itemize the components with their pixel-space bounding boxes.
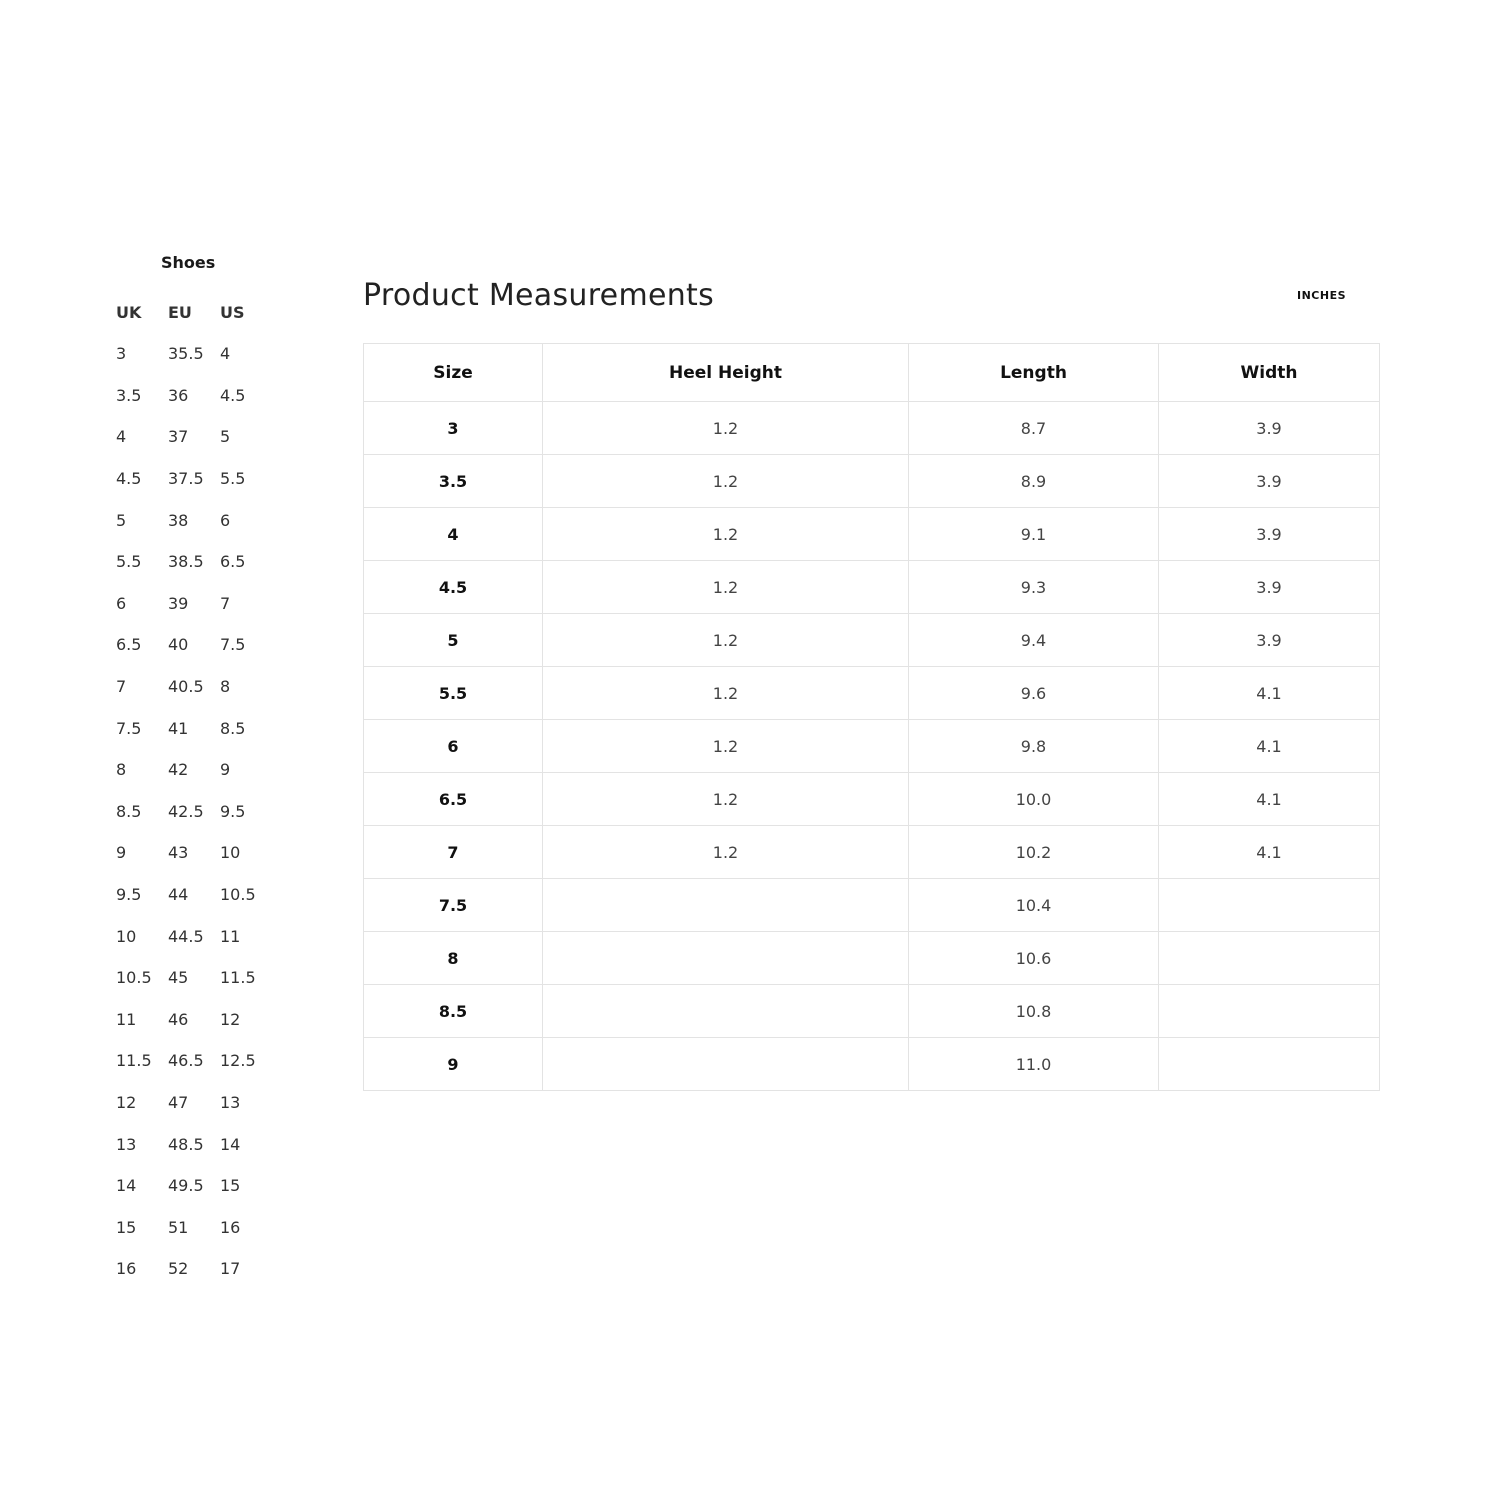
uk-size-cell: 9.5 [116,885,142,905]
eu-size-cell: 46.5 [168,1051,204,1071]
measurement-row [364,720,1380,773]
width-column-header: Width [1159,344,1380,402]
heel-height-cell [543,1038,909,1091]
uk-size-cell: 11.5 [116,1051,152,1071]
conversion-row [106,499,260,541]
us-size-cell: 4 [220,344,231,364]
size-cell: 8.5 [364,985,543,1038]
length-cell: 11.0 [909,1038,1159,1091]
conversion-row [106,375,260,417]
us-size-cell: 16 [220,1217,241,1237]
eu-size-cell: 37 [168,427,189,447]
uk-size-cell: 6 [116,593,127,613]
us-size-cell: 8 [220,677,231,697]
conversion-row [106,749,260,791]
eu-column-header: EU [168,303,192,322]
size-cell: 7.5 [364,879,543,932]
width-cell: 4.1 [1159,826,1380,879]
uk-size-cell: 10 [116,926,137,946]
size-cell: 8 [364,932,543,985]
conversion-row [106,874,260,916]
width-cell: 3.9 [1159,402,1380,455]
us-size-cell: 13 [220,1092,241,1112]
conversion-row [106,1082,260,1124]
measurement-row [364,985,1380,1038]
uk-size-cell: 7 [116,677,127,697]
eu-size-cell: 44.5 [168,926,204,946]
heel-height-cell: 1.2 [543,614,909,667]
heel-height-cell [543,932,909,985]
size-cell: 6.5 [364,773,543,826]
us-size-cell: 7.5 [220,635,246,655]
size-cell: 5 [364,614,543,667]
heel-height-cell: 1.2 [543,720,909,773]
heel-height-cell: 1.2 [543,773,909,826]
conversion-row [106,583,260,625]
us-size-cell: 11 [220,926,241,946]
conversion-row [106,416,260,458]
conversion-row [106,1040,260,1082]
us-size-cell: 6 [220,510,231,530]
length-cell: 9.3 [909,561,1159,614]
us-size-cell: 9.5 [220,801,246,821]
length-cell: 9.6 [909,667,1159,720]
measurement-row [364,879,1380,932]
conversion-header-row [106,290,260,333]
shoes-title: Shoes [161,253,216,272]
conversion-row [106,624,260,666]
heel-height-cell: 1.2 [543,508,909,561]
uk-size-cell: 11 [116,1009,137,1029]
conversion-row [106,915,260,957]
width-cell [1159,1038,1380,1091]
size-cell: 7 [364,826,543,879]
eu-size-cell: 40 [168,635,189,655]
eu-size-cell: 51 [168,1217,189,1237]
uk-size-cell: 8 [116,760,127,780]
eu-size-cell: 38.5 [168,552,204,572]
us-size-cell: 10.5 [220,885,256,905]
eu-size-cell: 39 [168,593,189,613]
size-cell: 5.5 [364,667,543,720]
conversion-row [106,333,260,375]
conversion-row [106,957,260,999]
width-cell [1159,879,1380,932]
heel-height-column-header: Heel Height [543,344,909,402]
uk-size-cell: 14 [116,1176,137,1196]
us-size-cell: 4.5 [220,385,246,405]
heel-height-cell: 1.2 [543,455,909,508]
heel-height-cell: 1.2 [543,667,909,720]
unit-toggle-button[interactable]: INCHES [1297,289,1347,302]
width-cell: 3.9 [1159,614,1380,667]
measurements-header-row [364,344,1380,402]
us-size-cell: 17 [220,1259,241,1279]
us-size-cell: 5 [220,427,231,447]
heel-height-cell: 1.2 [543,561,909,614]
conversion-row [106,1123,260,1165]
us-size-cell: 6.5 [220,552,246,572]
eu-size-cell: 45 [168,968,189,988]
width-cell: 4.1 [1159,667,1380,720]
eu-size-cell: 37.5 [168,469,204,489]
eu-size-cell: 43 [168,843,189,863]
us-column-header: US [220,303,245,322]
length-cell: 10.8 [909,985,1159,1038]
length-cell: 10.4 [909,879,1159,932]
us-size-cell: 9 [220,760,231,780]
length-cell: 10.2 [909,826,1159,879]
us-size-cell: 12.5 [220,1051,256,1071]
us-size-cell: 8.5 [220,718,246,738]
uk-size-cell: 3.5 [116,385,142,405]
eu-size-cell: 42 [168,760,189,780]
length-cell: 9.8 [909,720,1159,773]
eu-size-cell: 38 [168,510,189,530]
measurement-row [364,667,1380,720]
width-cell [1159,932,1380,985]
uk-size-cell: 10.5 [116,968,152,988]
length-cell: 8.9 [909,455,1159,508]
size-cell: 3 [364,402,543,455]
eu-size-cell: 35.5 [168,344,204,364]
eu-size-cell: 52 [168,1259,189,1279]
heel-height-cell: 1.2 [543,826,909,879]
us-size-cell: 11.5 [220,968,256,988]
uk-size-cell: 9 [116,843,127,863]
conversion-row [106,458,260,500]
measurement-row [364,455,1380,508]
us-size-cell: 14 [220,1134,241,1154]
uk-size-cell: 4.5 [116,469,142,489]
us-size-cell: 15 [220,1176,241,1196]
uk-size-cell: 6.5 [116,635,142,655]
measurement-row [364,508,1380,561]
size-column-header: Size [364,344,543,402]
measurement-row [364,1038,1380,1091]
conversion-row [106,1248,260,1290]
uk-size-cell: 12 [116,1092,137,1112]
size-cell: 4 [364,508,543,561]
conversion-row [106,791,260,833]
conversion-row [106,1165,260,1207]
length-cell: 9.1 [909,508,1159,561]
eu-size-cell: 42.5 [168,801,204,821]
measurement-row [364,932,1380,985]
measurement-row [364,561,1380,614]
uk-size-cell: 13 [116,1134,137,1154]
heel-height-cell [543,985,909,1038]
uk-size-cell: 16 [116,1259,137,1279]
length-column-header: Length [909,344,1159,402]
conversion-row [106,1206,260,1248]
size-cell: 9 [364,1038,543,1091]
width-cell: 3.9 [1159,561,1380,614]
uk-size-cell: 4 [116,427,127,447]
width-cell [1159,985,1380,1038]
uk-column-header: UK [116,303,142,322]
size-cell: 4.5 [364,561,543,614]
product-measurements-table [363,343,1380,1091]
conversion-row [106,666,260,708]
measurement-row [364,773,1380,826]
width-cell: 3.9 [1159,455,1380,508]
heel-height-cell: 1.2 [543,402,909,455]
length-cell: 8.7 [909,402,1159,455]
uk-size-cell: 7.5 [116,718,142,738]
measurement-row [364,826,1380,879]
uk-size-cell: 5.5 [116,552,142,572]
eu-size-cell: 48.5 [168,1134,204,1154]
eu-size-cell: 40.5 [168,677,204,697]
conversion-row [106,707,260,749]
us-size-cell: 7 [220,593,231,613]
conversion-row [106,999,260,1041]
width-cell: 4.1 [1159,720,1380,773]
length-cell: 9.4 [909,614,1159,667]
uk-size-cell: 5 [116,510,127,530]
measurement-row [364,402,1380,455]
shoe-size-conversion-table [106,250,260,1290]
conversion-row [106,541,260,583]
conversion-row [106,832,260,874]
eu-size-cell: 47 [168,1092,189,1112]
uk-size-cell: 15 [116,1217,137,1237]
eu-size-cell: 44 [168,885,189,905]
measurement-row [364,614,1380,667]
uk-size-cell: 3 [116,344,127,364]
heel-height-cell [543,879,909,932]
eu-size-cell: 46 [168,1009,189,1029]
us-size-cell: 12 [220,1009,241,1029]
eu-size-cell: 36 [168,385,189,405]
eu-size-cell: 41 [168,718,189,738]
us-size-cell: 5.5 [220,469,246,489]
page-title: Product Measurements [363,278,715,313]
width-cell: 4.1 [1159,773,1380,826]
length-cell: 10.6 [909,932,1159,985]
width-cell: 3.9 [1159,508,1380,561]
us-size-cell: 10 [220,843,241,863]
size-cell: 6 [364,720,543,773]
size-cell: 3.5 [364,455,543,508]
uk-size-cell: 8.5 [116,801,142,821]
length-cell: 10.0 [909,773,1159,826]
eu-size-cell: 49.5 [168,1176,204,1196]
